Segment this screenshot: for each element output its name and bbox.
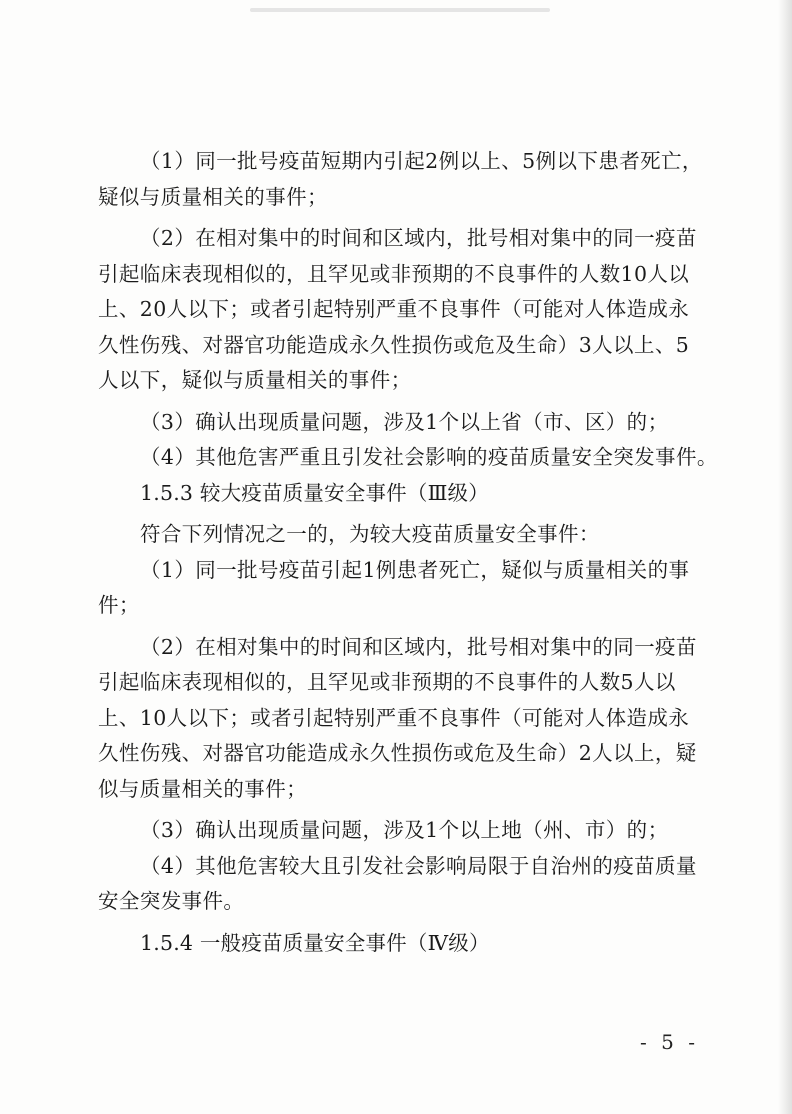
text-line: （3）确认出现质量问题，涉及1个以上地（州、市）的；	[140, 818, 669, 842]
text-line: 上、20人以下；或者引起特别严重不良事件（可能对人体造成永	[98, 297, 690, 321]
text-line: 久性伤残、对器官功能造成永久性损伤或危及生命）3人以上、5	[98, 332, 690, 357]
scan-edge-shadow	[778, 0, 792, 1114]
section-heading	[98, 926, 698, 962]
paragraph	[98, 440, 718, 476]
text-line: （2）在相对集中的时间和区域内，批号相对集中的同一疫苗	[140, 226, 697, 250]
text-line: 久性伤残、对器官功能造成永久性损伤或危及生命）2人以上，疑	[98, 741, 697, 765]
document-body	[98, 144, 718, 961]
scan-top-mark	[250, 8, 550, 12]
paragraph	[98, 630, 698, 808]
paragraph	[98, 813, 698, 849]
text-line: 人以下，疑似与质量相关的事件；	[98, 368, 412, 392]
paragraph	[98, 221, 698, 399]
text-line: 似与质量相关的事件；	[98, 776, 307, 801]
text-line: 引起临床表现相似的，且罕见或非预期的不良事件的人数10人以	[98, 261, 690, 286]
text-line: 引起临床表现相似的，且罕见或非预期的不良事件的人数5人以	[98, 670, 676, 694]
paragraph	[98, 144, 703, 215]
section-heading-text: 1.5.3 较大疫苗质量安全事件（Ⅲ级）	[140, 480, 489, 505]
text-line: （2）在相对集中的时间和区域内，批号相对集中的同一疫苗	[140, 634, 697, 659]
text-line: 疑似与质量相关的事件；	[98, 184, 328, 209]
paragraph	[98, 553, 698, 624]
text-line: 安全突发事件。	[98, 889, 245, 913]
text-line: （4）其他危害严重且引发社会影响的疫苗质量安全突发事件。	[140, 445, 718, 469]
page-number: - 5 -	[640, 1030, 699, 1054]
section-heading	[98, 476, 698, 512]
text-line: （4）其他危害较大且引发社会影响局限于自治州的疫苗质量	[140, 853, 697, 878]
text-line: 件；	[98, 593, 140, 617]
paragraph	[98, 849, 698, 920]
text-line: （3）确认出现质量问题，涉及1个以上省（市、区）的；	[140, 409, 669, 434]
text-line: 上、10人以下；或者引起特别严重不良事件（可能对人体造成永	[98, 705, 690, 730]
text-line: （1）同一批号疫苗短期内引起2例以上、5例以下患者死亡，	[140, 149, 703, 173]
paragraph	[98, 405, 698, 441]
section-heading-text: 1.5.4 一般疫苗质量安全事件（Ⅳ级）	[140, 930, 490, 955]
paragraph	[98, 517, 698, 553]
text-line: 符合下列情况之一的，为较大疫苗质量安全事件：	[140, 522, 600, 546]
text-line: （1）同一批号疫苗引起1例患者死亡，疑似与质量相关的事	[140, 557, 690, 582]
